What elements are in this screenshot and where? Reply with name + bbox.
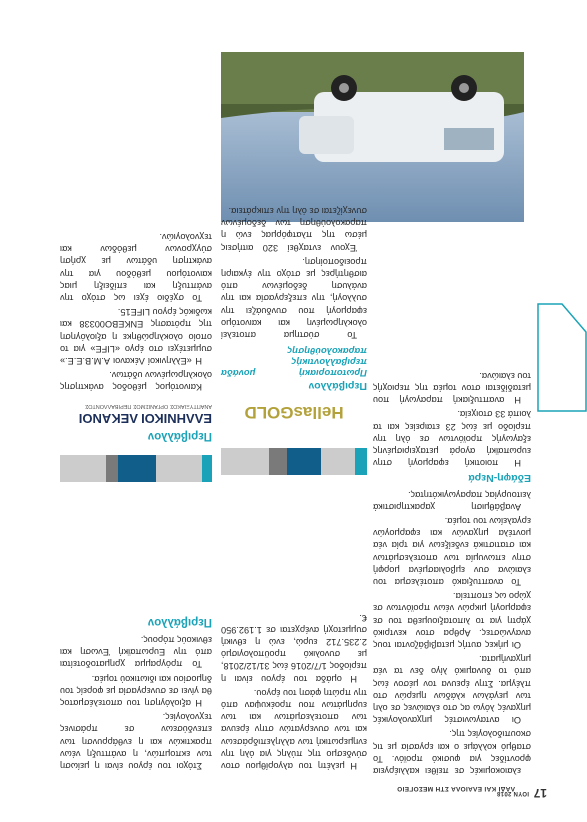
- bar-segment: [136, 455, 156, 482]
- paragraph: Οι ανταγωνιστές μηχανολογικές μηχανές λόγω ας στο ελαιώνες σε ολη των μεγάλων κλάδων ημερών στο πλέγμα. Στην έρευνα τον μέσον έως από το δυναμικό λίγο δεν τα νέα μηχανήματα.: [373, 654, 531, 726]
- bar-segment: [106, 455, 118, 482]
- paragraph: Η αναπτυξιακή παραγωγή που μεταδίδεται στον τομέα της περιοχής του ελαιώνα.: [373, 370, 531, 406]
- column-right-top: [60, 612, 212, 772]
- bar-segment: [156, 455, 202, 482]
- section-title-right: Περιβάλλον: [147, 430, 212, 442]
- hellasgold-logo: HellasGOLD: [244, 403, 344, 422]
- bar-segment: [202, 455, 212, 482]
- paragraph: ελαιοκομικές σε πείθει καλλιέργεια φροντίδες για φυσικό προϊόν. Το σταθμό κολλάμε ο και εργασία με τις σκουπιδολογίες της.: [373, 729, 531, 776]
- color-bar-right: [60, 455, 212, 482]
- bar-segment: [355, 448, 367, 475]
- column-left: [373, 368, 531, 778]
- org-subtitle: ΑΝΑΠΤΥΞΙΑΚΟΣ ΟΡΓΑΝΙΣΜΟΣ ΠΕΡΙΒΑΛΛΟΝΤΟΣ: [84, 402, 212, 409]
- column-right-bottom: [60, 229, 212, 442]
- magazine-title: ΛΑΔΙ ΚΑΙ ΕΛΑΙΟΛΑ ΣΤΗ ΜΕΣΟΓΕΙΟ: [396, 785, 515, 792]
- paragraph: Το σύστημα αποτελεί ολοκληρωμένη και καινοτόμο εφαρμογή που συνδυάζει την συλλογή, την επεξεργασία και την ανάλυση δεδομένων από αισθητήρες με στόχο την έγκαιρη προειδοποίηση.: [221, 256, 367, 340]
- color-bar-middle: [221, 448, 367, 475]
- bar-segment: [60, 455, 106, 482]
- bar-segment: [321, 448, 355, 475]
- box-subtitle: Πρωτοποριακή μονάδα περιβαλλοντικής παρακολούθησης: [221, 345, 367, 378]
- box-title: Περιβάλλον: [308, 380, 367, 392]
- column-middle-top: [221, 609, 367, 772]
- page-number: 17: [533, 786, 547, 800]
- issue-label: ΙΟΥΝ 2018: [496, 790, 529, 796]
- paragraph: Η αξιολόγηση του αποτελέσματος θα γίνει σε συνεργασία με φορείς του δημοσίου και ιδιωτικού τομέα.: [60, 673, 212, 708]
- bar-segment: [269, 448, 287, 475]
- van-photo-illustration: [221, 52, 524, 222]
- paragraph: Το πρόγραμμα χρηματοδοτείται από την Ευρωπαϊκή Ένωση και εθνικούς πόρους.: [60, 634, 212, 670]
- bar-segment: [287, 448, 321, 475]
- section-title-edafi: Εδάφη-Νερά: [468, 472, 531, 485]
- paragraph: Έχουν ενταχθεί 320 αιτήσεις μέσω της πλατφόρμας ενώ η παρακολούθηση των δεδομένων συνεχίζεται σε όλη την επικράτεια.: [221, 205, 367, 253]
- org-name: ΕΛΛΗΝΙΚΟΙ ΛΕΚΑΝΟΙ: [78, 410, 212, 426]
- paragraph: Το αναπτυξιακό αποτέλεσμα του ελαιώνα συν εμβολιασμένα μορφή στην επωνυμία των αποτελεσμάτων και στατιστικά ενδείξεων για τρία νέα μοντέλα μηχανών και εφαρμογών εργαλείων του τομέα.: [373, 515, 531, 587]
- photo-van: [221, 52, 524, 222]
- section-title-right-2: Περιβάλλον: [147, 615, 212, 628]
- paragraph: Η ομάδα του έργου είναι η περίοδος 1/7/2016 έως 31/12/2018, με συνολικό προϋπολογισμό 2.235.712 ευρώ, ενώ η εθνική συμμετοχή ανέρχεται σε 1.192.950 €.: [221, 612, 367, 684]
- paragraph: Η μελέτη του αλγορίθμου στον σύνδεσμο της πύλης για όλη την ενημερωτική των αλληλεπιδράσεων και των συνεργατών στην έρευνα των αποτελεσμάτων και των ευρημάτων που προέκυψαν από την πρώτη φάση του έργου.: [221, 687, 367, 771]
- paragraph: Οι μήκες αυτής μεταβιβάζονται τους αναγνώστες. Αρθρα στον κεντρικό χάρτη για το λιποταξιουμεθα του σε εφαρμογή μικρών νέων προϊόντων σε χώρο ως εποπτεία.: [373, 591, 531, 650]
- column-middle-box: [221, 203, 367, 392]
- paragraph: Η ποιοτική εφαρμογή στην ευρωπαϊκή αγορά μεταχειρισμένης εξαγωγής προϊόντων σε όλη την περίοδο με έως 23 εταιρείες και τα λοιπά 33 στοιχεία.: [373, 409, 531, 469]
- bar-segment: [118, 455, 136, 482]
- bar-segment: [221, 448, 269, 475]
- paragraph: Αναβάθμιση χαρακτηριστικά λειτουργίας παραγωγικότητας.: [373, 489, 531, 512]
- paragraph: Στόχοι του έργου είναι η μείωση των εκπομπών, η ανάπτυξη νέων πρακτικών και η ενθάρρυνση των επενδύσεων σε πράσινες τεχνολογίες.: [60, 712, 212, 771]
- paragraph: Το σχέδιο έχει ως στόχο την ανάπτυξη και επίδειξη μιας καινοτόμου μεθόδου για την ανάκτηση υδάτων με χρήση σύγχρονων μεθόδων και τεχνολογιών.: [60, 231, 212, 303]
- paragraph: Η «Ελληνικοί Λέκανοι Α.Μ.Β.Ε.Ε.» συμμετέχει στο έργο «LIFE» για το οποίο ολοκληρώθηκε η αξιολόγηση της πρότασης ΕΝΚΕΒΟ00338 και κωδικός έργου LIFE15.: [60, 307, 212, 366]
- paragraph: Καινοτόμος μέθοδος ανάκτησης ολοκληρωμένων υδάτων.: [60, 370, 212, 393]
- arrow-marker-icon: [537, 302, 587, 412]
